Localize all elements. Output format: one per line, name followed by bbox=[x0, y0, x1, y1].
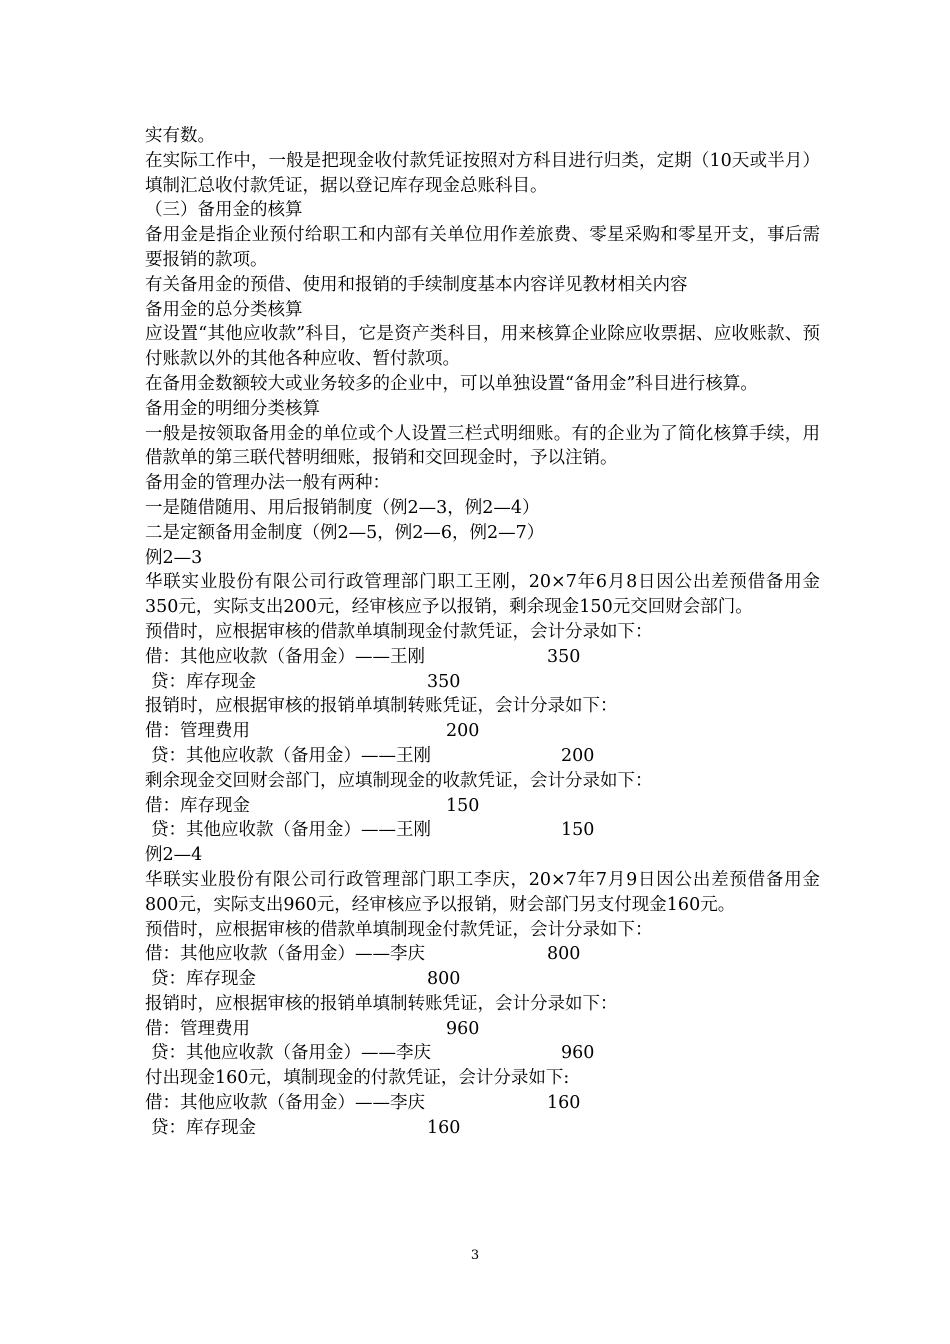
section-heading: （三）备用金的核算 bbox=[145, 200, 303, 221]
credit-account: 贷：库存现金 bbox=[151, 1117, 256, 1138]
debit-account: 借：管理费用 bbox=[145, 1018, 250, 1039]
debit-amount: 160 bbox=[547, 1093, 581, 1114]
list-item: 二是定额备用金制度（例2—5，例2—6，例2—7） bbox=[145, 522, 545, 543]
entry-intro: 付出现金160元，填制现金的付款凭证，会计分录如下: bbox=[145, 1068, 570, 1089]
subsection-heading: 备用金的明细分类核算 bbox=[145, 398, 320, 419]
page-number: 3 bbox=[470, 1248, 480, 1263]
credit-amount: 960 bbox=[561, 1043, 595, 1064]
journal-entry-credit bbox=[145, 818, 820, 843]
debit-amount: 150 bbox=[446, 795, 480, 816]
journal-entry-credit bbox=[145, 670, 820, 695]
credit-amount: 160 bbox=[427, 1117, 461, 1138]
debit-account: 借：管理费用 bbox=[145, 721, 250, 742]
list-item: 一是随借随用、用后报销制度（例2—3，例2—4） bbox=[145, 497, 540, 518]
paragraph: 应设置“其他应收款”科目，它是资产类科目，用来核算企业除应收票据、应收账款、预付账款以外的其他各种应收、暂付款项。 bbox=[145, 324, 820, 370]
debit-amount: 800 bbox=[547, 944, 581, 965]
entry-intro: 剩余现金交回财会部门，应填制现金的收款凭证，会计分录如下： bbox=[145, 770, 653, 791]
journal-entry-debit bbox=[145, 719, 820, 744]
paragraph: 一般是按领取备用金的单位或个人设置三栏式明细账。有的企业为了简化核算手续，用借款单的第三联代替明细账，报销和交回现金时，予以注销。 bbox=[145, 423, 820, 469]
debit-amount: 200 bbox=[446, 721, 480, 742]
text-line: 实有数。 bbox=[145, 126, 215, 146]
credit-amount: 800 bbox=[427, 969, 461, 990]
text-line: 备用金的管理办法一般有两种： bbox=[145, 473, 390, 494]
paragraph: 在备用金数额较大或业务较多的企业中，可以单独设置“备用金”科目进行核算。 bbox=[145, 373, 758, 394]
journal-entry-debit bbox=[145, 645, 820, 670]
journal-entry-debit bbox=[145, 1091, 820, 1116]
journal-entry-credit bbox=[145, 744, 820, 769]
journal-entry-debit bbox=[145, 1017, 820, 1042]
document-body bbox=[145, 124, 820, 1141]
example-title: 例2—4 bbox=[145, 845, 203, 866]
example-description: 华联实业股份有限公司行政管理部门职工王刚，20×7年6月8日因公出差预借备用金350元，实际支出200元，经审核应予以报销，剩余现金150元交回财会部门。 bbox=[145, 572, 820, 618]
paragraph: 备用金是指企业预付给职工和内部有关单位用作差旅费、零星采购和零星开支，事后需要报销的款项。 bbox=[145, 225, 820, 270]
credit-account: 贷：其他应收款（备用金）——王刚 bbox=[151, 820, 431, 841]
credit-account: 贷：其他应收款（备用金）——李庆 bbox=[151, 1043, 431, 1064]
credit-amount: 350 bbox=[427, 671, 461, 692]
paragraph: 在实际工作中，一般是把现金收付款凭证按照对方科目进行归类，定期（10天或半月）填制汇总收付款凭证，据以登记库存现金总账科目。 bbox=[145, 150, 820, 196]
journal-entry-credit bbox=[145, 1116, 820, 1141]
debit-account: 借：其他应收款（备用金）——王刚 bbox=[145, 646, 425, 667]
journal-entry-debit bbox=[145, 942, 820, 967]
debit-amount: 960 bbox=[446, 1018, 480, 1039]
journal-entry-credit bbox=[145, 967, 820, 992]
credit-account: 贷：其他应收款（备用金）——王刚 bbox=[151, 745, 431, 766]
credit-amount: 150 bbox=[561, 820, 595, 841]
example-title: 例2—3 bbox=[145, 547, 203, 568]
credit-amount: 200 bbox=[561, 745, 595, 766]
debit-amount: 350 bbox=[547, 646, 581, 667]
credit-account: 贷：库存现金 bbox=[151, 969, 256, 990]
entry-intro: 报销时，应根据审核的报销单填制转账凭证，会计分录如下： bbox=[145, 696, 618, 717]
entry-intro: 报销时，应根据审核的报销单填制转账凭证，会计分录如下： bbox=[145, 993, 618, 1014]
example-description: 华联实业股份有限公司行政管理部门职工李庆，20×7年7月9日因公出差预借备用金800元，实际支出960元，经审核应予以报销，财会部门另支付现金160元。 bbox=[145, 869, 820, 915]
debit-account: 借：库存现金 bbox=[145, 795, 250, 816]
subsection-heading: 备用金的总分类核算 bbox=[145, 299, 303, 320]
entry-intro: 预借时，应根据审核的借款单填制现金付款凭证，会计分录如下： bbox=[145, 621, 653, 642]
text-line: 有关备用金的预借、使用和报销的手续制度基本内容详见教材相关内容 bbox=[145, 274, 688, 295]
journal-entry-debit bbox=[145, 794, 820, 819]
credit-account: 贷：库存现金 bbox=[151, 671, 256, 692]
debit-account: 借：其他应收款（备用金）——李庆 bbox=[145, 1093, 425, 1114]
entry-intro: 预借时，应根据审核的借款单填制现金付款凭证，会计分录如下： bbox=[145, 919, 653, 940]
debit-account: 借：其他应收款（备用金）——李庆 bbox=[145, 944, 425, 965]
journal-entry-credit bbox=[145, 1041, 820, 1066]
